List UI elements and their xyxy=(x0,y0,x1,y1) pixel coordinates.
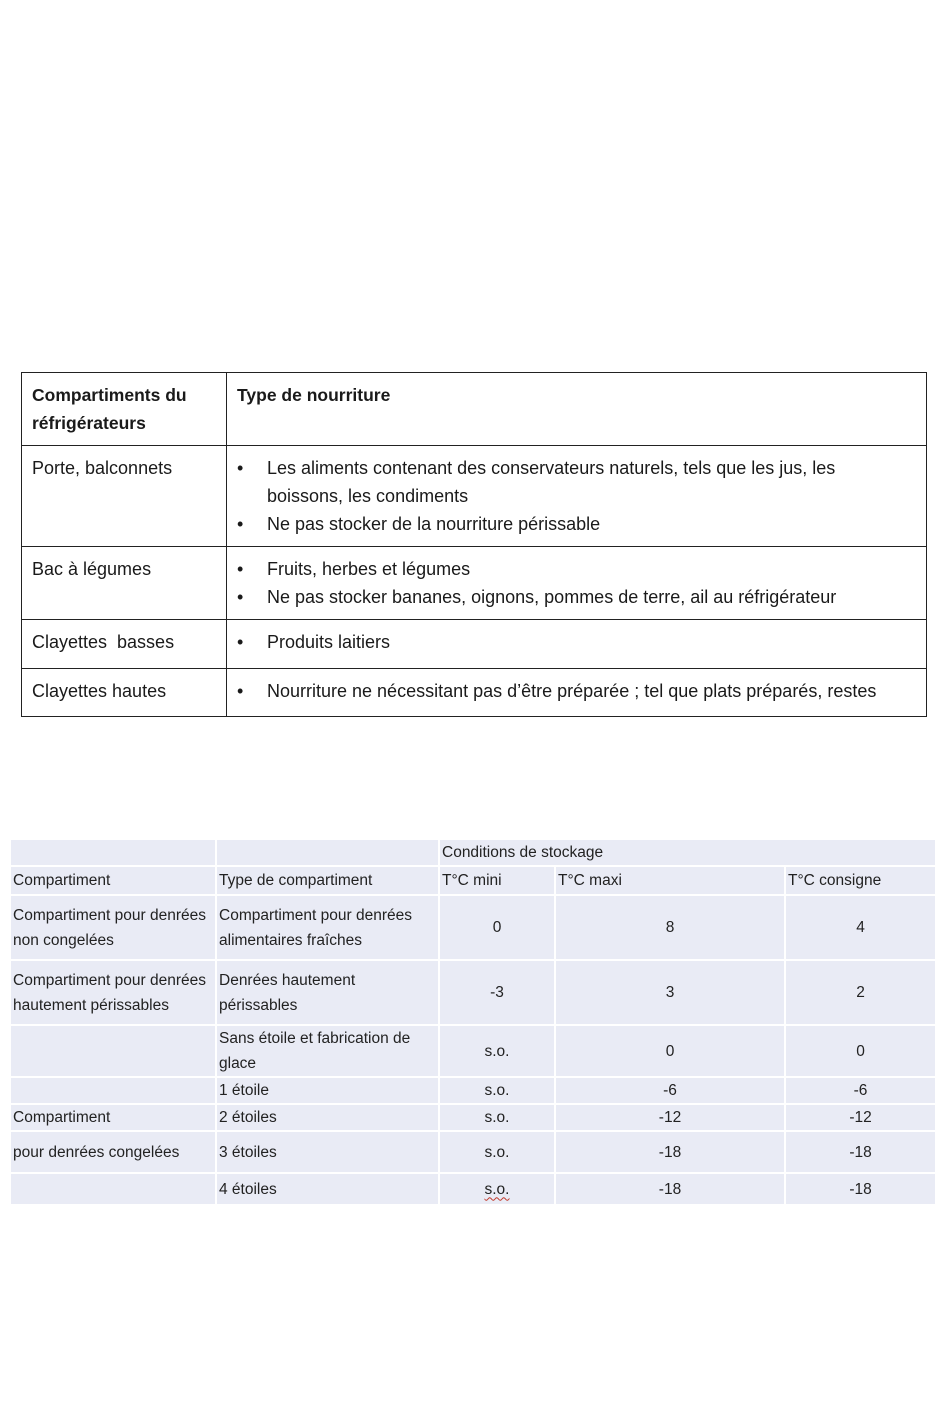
food-type-cell xyxy=(227,547,927,620)
temp-min-cell: s.o. xyxy=(440,1105,556,1132)
storage-conditions-header: Conditions de stockage xyxy=(440,840,937,867)
food-type-cell xyxy=(227,446,927,547)
temp-setpoint-cell: -18 xyxy=(786,1132,937,1174)
fridge-compartments-table xyxy=(21,372,927,717)
empty-cell xyxy=(217,840,440,867)
list-item xyxy=(237,677,916,705)
table-row xyxy=(11,1132,937,1174)
compartment-cell: Compartiment xyxy=(11,1105,217,1132)
food-list xyxy=(237,628,916,656)
compartment-type-cell: 1 étoile xyxy=(217,1078,440,1105)
bullet-icon: • xyxy=(237,681,244,701)
temp-min-cell: s.o. xyxy=(440,1078,556,1105)
header-food-type: Type de nourriture xyxy=(227,373,927,446)
header-temp-setpoint: T°C consigne xyxy=(786,867,937,896)
temp-setpoint-cell: 0 xyxy=(786,1026,937,1078)
list-item-text: Produits laitiers xyxy=(267,632,391,652)
header-temp-min: T°C mini xyxy=(440,867,556,896)
temp-max-cell: 0 xyxy=(556,1026,786,1078)
table-row xyxy=(11,1174,937,1206)
empty-cell xyxy=(11,840,217,867)
list-item xyxy=(237,628,916,656)
compartment-cell: Clayettes hautes xyxy=(22,669,227,717)
compartment-type-cell: 3 étoiles xyxy=(217,1132,440,1174)
list-item-text: Ne pas stocker de la nourriture périssable xyxy=(267,514,601,534)
compartment-type-cell: Denrées hautement périssables xyxy=(217,961,440,1026)
table-row xyxy=(11,1105,937,1132)
header-compartments: Compartiments du réfrigérateurs xyxy=(22,373,227,446)
temp-max-cell: -6 xyxy=(556,1078,786,1105)
food-type-cell xyxy=(227,669,927,717)
temp-setpoint-cell: -6 xyxy=(786,1078,937,1105)
table-row xyxy=(22,446,927,547)
temp-max-cell: -12 xyxy=(556,1105,786,1132)
column-header-row xyxy=(11,867,937,896)
compartment-cell: Compartiment pour denrées hautement périssables xyxy=(11,961,217,1026)
food-list xyxy=(237,454,916,538)
table-row xyxy=(11,896,937,961)
temp-max-cell: 8 xyxy=(556,896,786,961)
temp-min-cell xyxy=(440,1174,556,1206)
bullet-icon: • xyxy=(237,458,244,478)
temp-setpoint-cell: -12 xyxy=(786,1105,937,1132)
compartment-cell xyxy=(11,1078,217,1105)
temp-max-cell: -18 xyxy=(556,1174,786,1206)
list-item-text: Ne pas stocker bananes, oignons, pommes de terre, ail au réfrigérateur xyxy=(267,587,837,607)
bullet-icon: • xyxy=(237,632,244,652)
temp-max-cell: -18 xyxy=(556,1132,786,1174)
compartment-cell: Porte, balconnets xyxy=(22,446,227,547)
temp-max-cell: 3 xyxy=(556,961,786,1026)
temp-setpoint-cell: 4 xyxy=(786,896,937,961)
compartment-cell: pour denrées congelées xyxy=(11,1132,217,1174)
table-row xyxy=(22,620,927,669)
compartment-cell: Compartiment pour denrées non congelées xyxy=(11,896,217,961)
table-row xyxy=(22,669,927,717)
bullet-icon: • xyxy=(237,559,244,579)
list-item-text: Fruits, herbes et légumes xyxy=(267,559,471,579)
food-type-cell xyxy=(227,620,927,669)
header-temp-max: T°C maxi xyxy=(556,867,786,896)
compartment-cell: Clayettes basses xyxy=(22,620,227,669)
bullet-icon: • xyxy=(237,514,244,534)
table-row xyxy=(11,1078,937,1105)
table-row xyxy=(11,961,937,1026)
header-compartment: Compartiment xyxy=(11,867,217,896)
compartment-cell xyxy=(11,1026,217,1078)
list-item xyxy=(237,583,916,611)
compartment-type-cell: 2 étoiles xyxy=(217,1105,440,1132)
compartment-type-cell: 4 étoiles xyxy=(217,1174,440,1206)
temp-min-cell: -3 xyxy=(440,961,556,1026)
compartment-cell xyxy=(11,1174,217,1206)
group-header-row xyxy=(11,840,937,867)
compartment-type-cell: Compartiment pour denrées alimentaires fraîches xyxy=(217,896,440,961)
bullet-icon: • xyxy=(237,587,244,607)
food-list xyxy=(237,677,916,705)
temp-min-cell: 0 xyxy=(440,896,556,961)
table-header-row xyxy=(22,373,927,446)
list-item-text: Les aliments contenant des conservateurs naturels, tels que les jus, les boissons, les condiments xyxy=(267,458,836,506)
temp-setpoint-cell: 2 xyxy=(786,961,937,1026)
list-item-text: Nourriture ne nécessitant pas d’être préparée ; tel que plats préparés, restes xyxy=(267,681,877,701)
spellcheck-underlined-text: s.o. xyxy=(484,1180,510,1198)
temp-min-cell: s.o. xyxy=(440,1026,556,1078)
food-list xyxy=(237,555,916,611)
list-item xyxy=(237,555,916,583)
list-item xyxy=(237,510,916,538)
table-row xyxy=(11,1026,937,1078)
header-compartment-type: Type de compartiment xyxy=(217,867,440,896)
compartment-type-cell: Sans étoile et fabrication de glace xyxy=(217,1026,440,1078)
compartment-cell: Bac à légumes xyxy=(22,547,227,620)
temp-setpoint-cell: -18 xyxy=(786,1174,937,1206)
list-item xyxy=(237,454,916,510)
temp-min-cell: s.o. xyxy=(440,1132,556,1174)
storage-conditions-table xyxy=(11,840,937,1206)
table-row xyxy=(22,547,927,620)
